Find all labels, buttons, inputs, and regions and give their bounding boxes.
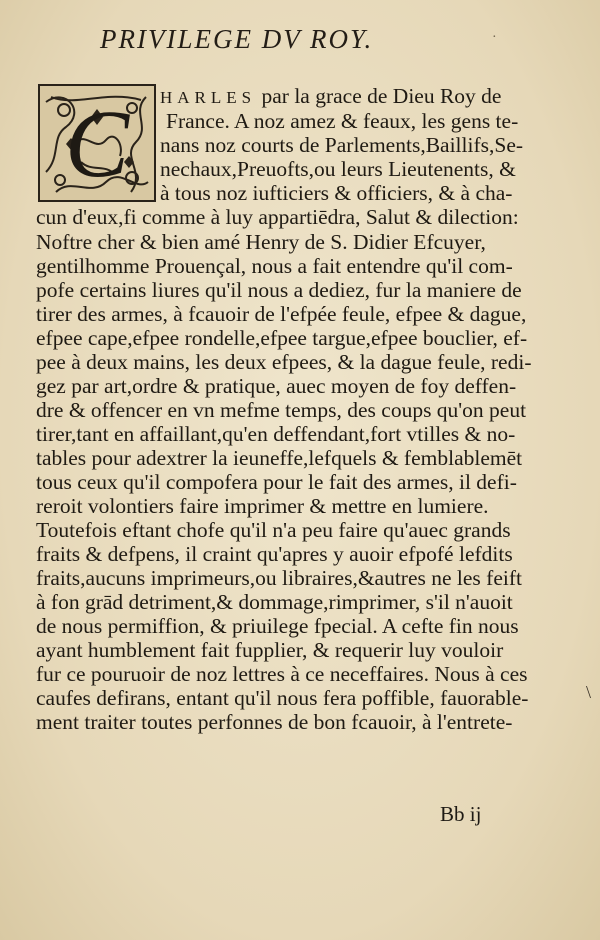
text-line-23: de nous permiffion, & priuilege fpecial. A cefte fin nous (36, 614, 519, 638)
text-line-17: tous ceux qu'il compofera pour le fait des armes, il defi- (36, 470, 517, 494)
text-line-11: efpee cape,efpee rondelle,efpee targue,efpee bouclier, ef- (36, 326, 528, 350)
ornamental-dropcap (36, 82, 158, 204)
text-line-2: France. A noz amez & feaux, les gens te- (166, 109, 519, 133)
text-line-7: Noftre cher & bien amé Henry de S. Didier Efcuyer, (36, 230, 486, 254)
signature-mark: Bb ij (440, 802, 482, 826)
text-line-16: tables pour adextrer la ieuneffe,lefquels & femblablemēt (36, 446, 523, 470)
text-line-3: nans noz courts de Parlements,Baillifs,Se- (160, 133, 524, 157)
svg-text:C: C (64, 90, 130, 197)
text-line-19: Toutefois eftant chofe qu'il n'a peu faire qu'auec grands (36, 518, 511, 542)
smallcaps-word: HARLES (160, 88, 257, 107)
text-line-21: fraits,aucuns imprimeurs,ou libraires,&autres ne les feift (36, 566, 522, 590)
text-line-8: gentilhomme Prouençal, nous a fait entendre qu'il com- (36, 254, 513, 278)
text-line-12: pee à deux mains, les deux efpees, & la dague feule, redi- (36, 350, 532, 374)
text-line-6: cun d'eux,fi comme à luy appartiēdra, Salut & dilection: (36, 205, 519, 229)
text-line-1-rest: par la grace de Dieu Roy de (256, 84, 502, 108)
text-line-4: nechaux,Preuofts,ou leurs Lieutenents, & (160, 157, 516, 181)
text-line-5: à tous noz iufticiers & officiers, & à cha- (160, 181, 513, 205)
text-line-9: pofe certains liures qu'il nous a dediez, fur la maniere de (36, 278, 522, 302)
text-line-13: gez par art,ordre & pratique, auec moyen de foy deffen- (36, 374, 517, 398)
margin-mark-right: \ (586, 682, 592, 702)
dropcap-ornament (36, 82, 158, 204)
text-line-10: tirer des armes, à fcauoir de l'efpée feule, efpee & dague, (36, 302, 527, 326)
text-line-15: tirer,tant en affaillant,qu'en deffendant,fort vtilles & no- (36, 422, 516, 446)
text-line-26: caufes defirans, entant qu'il nous fera poffible, fauorable- (36, 686, 529, 710)
text-line-22: à fon grād detriment,& dommage,rimprimer, s'il n'auoit (36, 590, 513, 614)
text-line-24: ayant humblement fait fupplier, & requerir luy vouloir (36, 638, 504, 662)
text-line-18: reroit volontiers faire imprimer & mettre en lumiere. (36, 494, 489, 518)
text-line-1 (160, 84, 501, 110)
text-line-20: fraits & defpens, il craint qu'apres y auoir efpofé lefdits (36, 542, 513, 566)
text-line-27: ment traiter toutes perfonnes de bon fcauoir, à l'entrete- (36, 710, 513, 734)
text-line-25: fur ce pouruoir de noz lettres à ce neceffaires. Nous à ces (36, 662, 528, 686)
text-line-14: dre & offencer en vn mefme temps, des coups qu'on peut (36, 398, 527, 422)
page-header: PRIVILEGE DV ROY. (100, 24, 374, 54)
margin-mark: · (492, 30, 497, 45)
